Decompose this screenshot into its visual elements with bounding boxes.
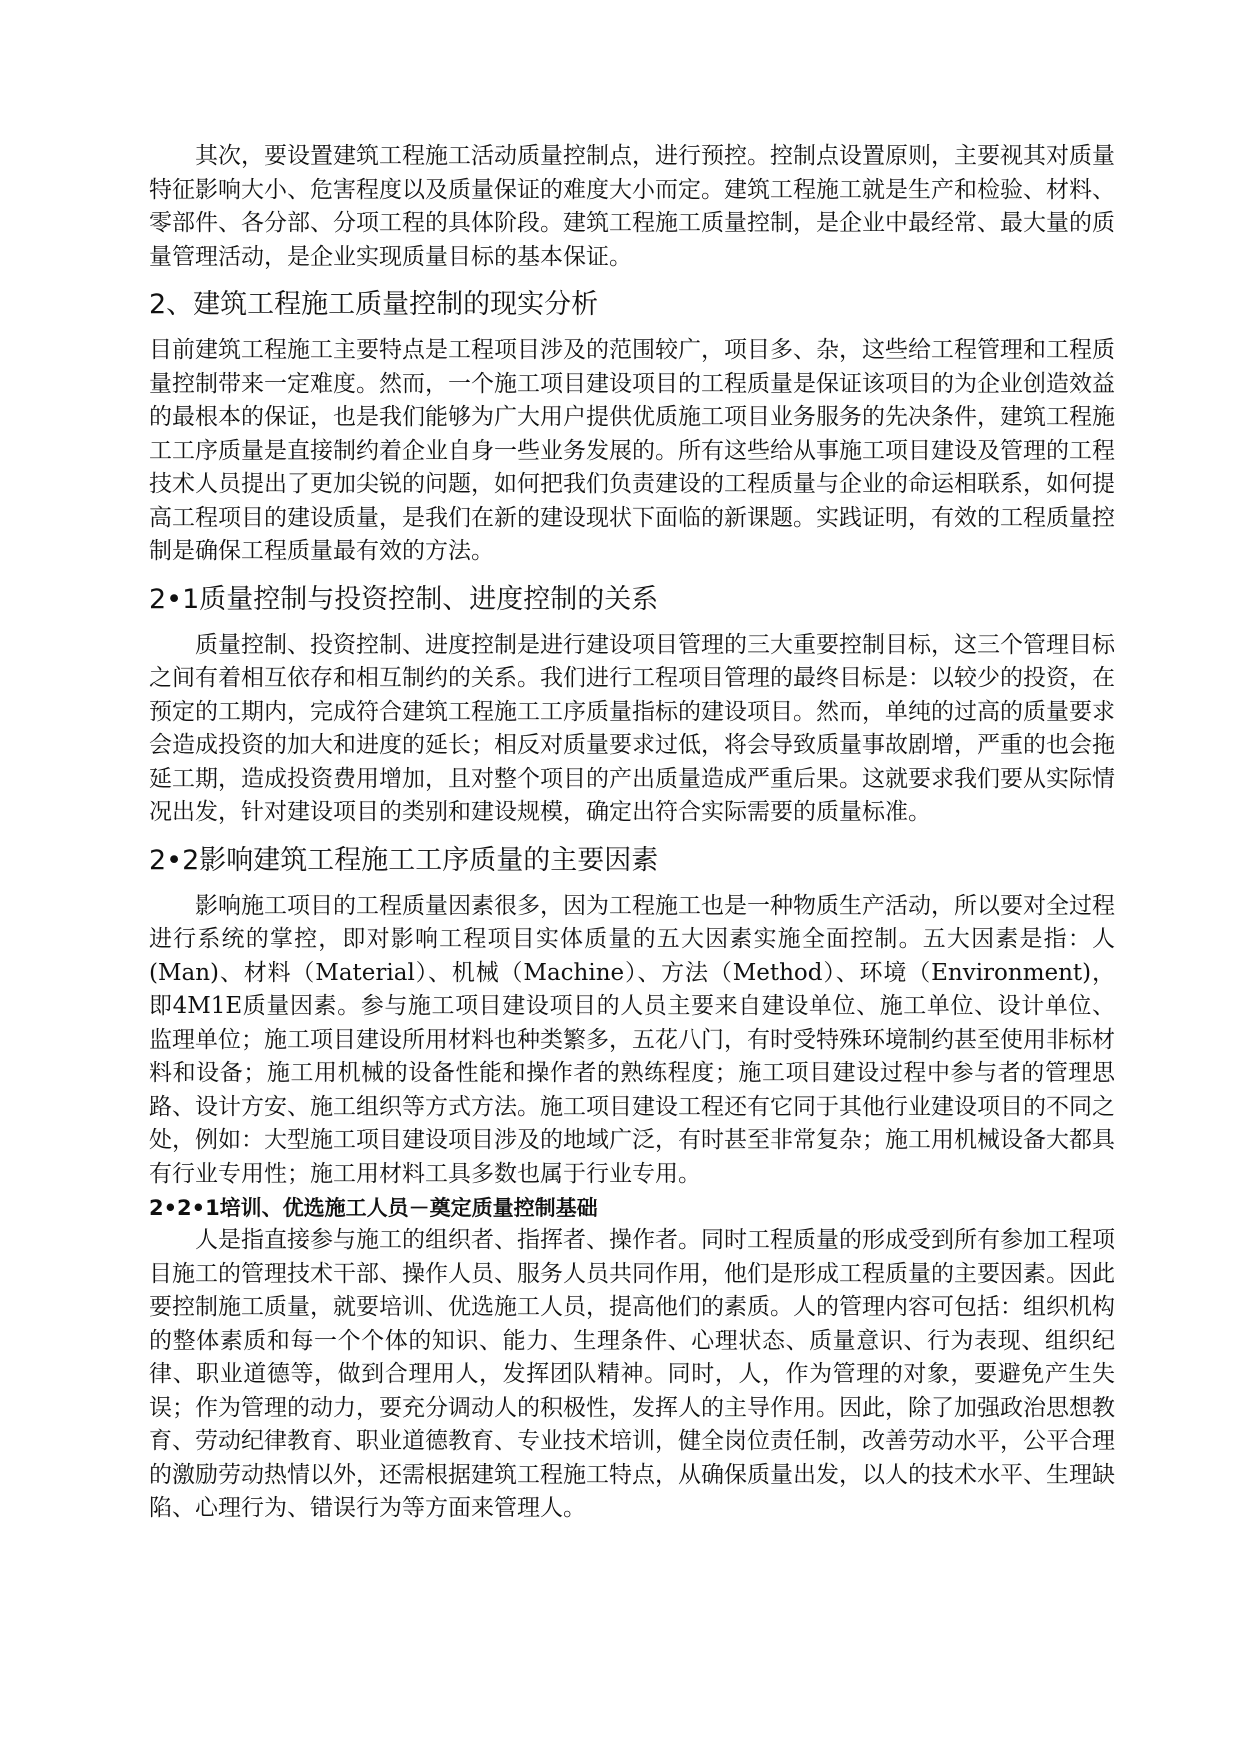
paragraph-quality-control-points: 其次，要设置建筑工程施工活动质量控制点，进行预控。控制点设置原则，主要视其对质量特征影响大小、危害程度以及质量保证的难度大小而定。建筑工程施工就是生产和检验、材料、零部件、各分部、分项工程的具体阶段。建筑工程施工质量控制，是企业中最经常、最大量的质量管理活动，是企业实现质量目标的基本保证。 xyxy=(149,143,1115,270)
paragraph-personnel-training: 人是指直接参与施工的组织者、指挥者、操作者。同时工程质量的形成受到所有参加工程项目施工的管理技术干部、操作人员、服务人员共同作用，他们是形成工程质量的主要因素。因此要控制施工质量，就要培训、优选施工人员，提高他们的素质。人的管理内容可包括：组织机构的整体素质和每一个个体的知识、能力、生理条件、心理状态、质量意识、行为表现、组织纪律、职业道德等，做到合理用人，发挥团队精神。同时，人，作为管理的对象，要避免产生失误；作为管理的动力，要充分调动人的积极性，发挥人的主导作用。因此，除了加强政治思想教育、劳动纪律教育、职业道德教育、专业技术培训，健全岗位责任制，改善劳动水平，公平合理的激励劳动热情以外，还需根据建筑工程施工特点，从确保质量出发，以人的技术水平、生理缺陷、心理行为、错误行为等方面来管理人。 xyxy=(149,1227,1115,1521)
paragraph-quality-investment-schedule: 质量控制、投资控制、进度控制是进行建设项目管理的三大重要控制目标，这三个管理目标之间有着相互依存和相互制约的关系。我们进行工程项目管理的最终目标是：以较少的投资，在预定的工期内，完成符合建筑工程施工工序质量指标的建设项目。然而，单纯的过高的质量要求会造成投资的加大和进度的延长；相反对质量要求过低，将会导致质量事故剧增，严重的也会拖延工期，造成投资费用增加，且对整个项目的产出质量造成严重后果。这就要求我们要从实际情况出发，针对建设项目的类别和建设规模，确定出符合实际需要的质量标准。 xyxy=(149,631,1115,825)
heading-section-2-1: 2•1质量控制与投资控制、进度控制的关系 xyxy=(149,583,659,615)
paragraph-reality-analysis: 目前建筑工程施工主要特点是工程项目涉及的范围较广，项目多、杂，这些给工程管理和工程质量控制带来一定难度。然而，一个施工项目建设项目的工程质量是保证该项目的为企业创造效益的最根本的保证，也是我们能够为广大用户提供优质施工项目业务服务的先决条件，建筑工程施工工序质量是直接制约着企业自身一些业务发展的。所有这些给从事施工项目建设及管理的工程技术人员提出了更加尖锐的问题，如何把我们负责建设的工程质量与企业的命运相联系，如何提高工程项目的建设质量，是我们在新的建设现状下面临的新课题。实践证明，有效的工程质量控制是确保工程质量最有效的方法。 xyxy=(149,337,1115,564)
heading-section-2-2-1: 2•2•1培训、优选施工人员－奠定质量控制基础 xyxy=(149,1196,598,1220)
paragraph-main-factors: 影响施工项目的工程质量因素很多，因为工程施工也是一种物质生产活动，所以要对全过程进行系统的掌控，即对影响工程项目实体质量的五大因素实施全面控制。五大因素是指：人(Man)、材料（Material）、机械（Machine）、方法（Method）、环境（Environment)，即4M1E质量因素。参与施工项目建设项目的人员主要来自建设单位、施工单位、设计单位、监理单位；施工项目建设所用材料也种类繁多，五花八门，有时受特殊环境制约甚至使用非标材料和设备；施工用机械的设备性能和操作者的熟练程度；施工项目建设过程中参与者的管理思路、设计方安、施工组织等方式方法。施工项目建设工程还有它同于其他行业建设项目的不同之处，例如：大型施工项目建设项目涉及的地域广泛，有时甚至非常复杂；施工用机械设备大都具有行业专用性；施工用材料工具多数也属于行业专用。 xyxy=(149,892,1115,1187)
heading-section-2: 2、建筑工程施工质量控制的现实分析 xyxy=(149,289,599,320)
heading-section-2-2: 2•2影响建筑工程施工工序质量的主要因素 xyxy=(149,844,659,876)
document-page xyxy=(149,140,1115,1526)
